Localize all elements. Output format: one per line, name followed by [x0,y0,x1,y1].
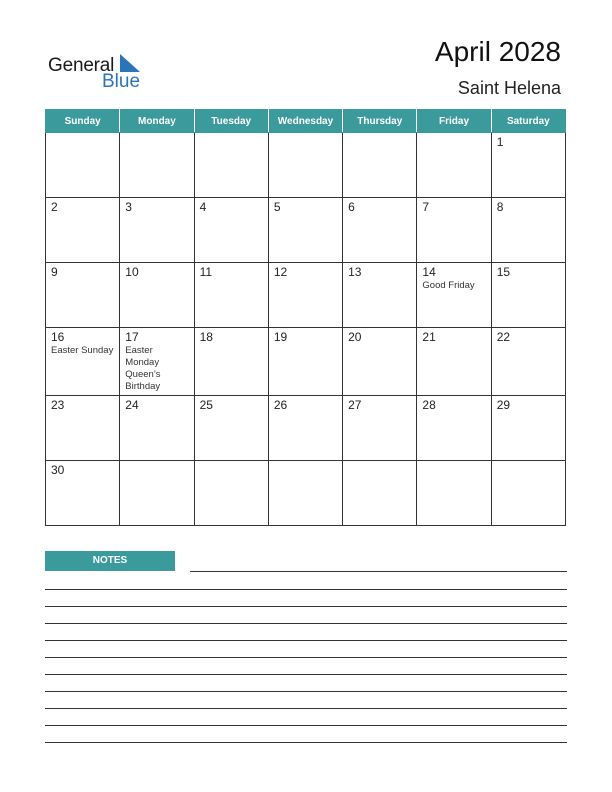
day-number: 10 [125,265,139,279]
day-cell[interactable] [268,198,342,263]
weekday-header: Wednesday [268,110,342,133]
day-cell[interactable] [268,461,342,526]
day-cell[interactable] [417,461,491,526]
day-cell[interactable] [343,198,417,263]
day-cell[interactable] [194,198,268,263]
day-number: 28 [422,398,436,412]
generalblue-logo [48,52,158,92]
day-cell[interactable] [120,133,194,198]
day-cell[interactable] [268,263,342,328]
notes-line [45,708,567,709]
weekday-header: Thursday [343,110,417,133]
day-number: 12 [273,265,288,279]
day-cell[interactable] [417,263,491,328]
day-cell[interactable] [46,198,120,263]
day-cell[interactable] [343,263,417,328]
day-number: 15 [496,265,511,279]
day-number: 3 [125,200,132,214]
day-number: 25 [199,398,213,412]
week-row [46,263,566,328]
notes-line [45,657,567,658]
day-cell[interactable] [194,396,268,461]
day-cell[interactable] [343,328,417,396]
week-row [46,461,566,526]
day-number: 11 [199,265,213,279]
week-row [46,396,566,461]
day-cell[interactable] [194,263,268,328]
day-number: 2 [51,200,58,214]
holiday-label: Queen’s Birthday [125,369,161,392]
day-cell[interactable] [491,263,565,328]
day-number: 8 [496,200,504,214]
day-cell[interactable] [46,133,120,198]
day-cell[interactable] [417,328,491,396]
day-number: 21 [422,330,436,344]
day-number: 13 [348,265,362,279]
day-number: 19 [273,330,288,344]
notes-line [45,589,567,590]
logo-word-blue: Blue [102,71,141,92]
day-cell[interactable] [120,198,194,263]
day-cell[interactable] [46,396,120,461]
notes-line [45,742,567,743]
holiday-label: Good Friday [422,280,475,291]
day-number: 17 [125,330,139,344]
notes-line [45,640,567,641]
day-cell[interactable] [194,461,268,526]
weekday-header: Tuesday [194,110,268,133]
notes-line [45,691,567,692]
logo-flag-icon [120,54,142,72]
day-number: 20 [348,330,362,344]
day-cell[interactable] [46,328,120,396]
day-cell[interactable] [491,328,565,396]
weekday-header: Friday [417,110,491,133]
logo-word-general: General [48,55,115,76]
day-number: 27 [348,398,362,412]
day-cell[interactable] [343,396,417,461]
day-cell[interactable] [268,328,342,396]
day-number: 7 [422,200,430,214]
day-cell[interactable] [120,461,194,526]
day-number: 29 [496,398,511,412]
week-row [46,133,566,198]
day-cell[interactable] [120,263,194,328]
day-number: 1 [496,135,504,149]
holiday-label: Easter Monday [125,345,160,368]
notes-line [45,623,567,624]
day-cell[interactable] [491,198,565,263]
day-cell[interactable] [46,263,120,328]
day-number: 18 [199,330,213,344]
week-row [46,328,566,396]
day-cell[interactable] [417,198,491,263]
month-title: April 2028 [434,36,561,67]
day-cell[interactable] [417,133,491,198]
day-number: 23 [51,398,65,412]
day-number: 22 [496,330,511,344]
notes-label: NOTES [45,551,175,571]
weekday-header: Sunday [46,110,120,133]
day-cell[interactable] [194,133,268,198]
notes-line [45,725,567,726]
day-cell[interactable] [343,133,417,198]
day-number: 14 [422,265,436,279]
week-row [46,198,566,263]
notes-line [45,674,567,675]
weekday-header: Saturday [491,110,565,133]
day-cell[interactable] [268,133,342,198]
weekday-header-row [46,110,566,133]
day-number: 24 [125,398,139,412]
day-number: 5 [273,200,281,214]
holiday-label: Easter Sunday [51,345,114,356]
day-number: 6 [348,200,355,214]
day-cell[interactable] [46,461,120,526]
day-number: 26 [273,398,288,412]
day-cell[interactable] [120,396,194,461]
day-number: 9 [51,265,58,279]
day-number: 4 [199,200,207,214]
day-cell[interactable] [194,328,268,396]
region-subtitle: Saint Helena [457,78,561,98]
notes-line [45,606,567,607]
day-number: 30 [51,463,65,477]
day-number: 16 [51,330,65,344]
weekday-header: Monday [120,110,194,133]
day-cell[interactable] [491,133,565,198]
day-cell[interactable] [120,328,194,396]
notes-line [190,571,567,572]
day-cell[interactable] [417,396,491,461]
day-cell[interactable] [343,461,417,526]
calendar-grid [45,109,566,526]
day-cell[interactable] [491,461,565,526]
day-cell[interactable] [268,396,342,461]
day-cell[interactable] [491,396,565,461]
